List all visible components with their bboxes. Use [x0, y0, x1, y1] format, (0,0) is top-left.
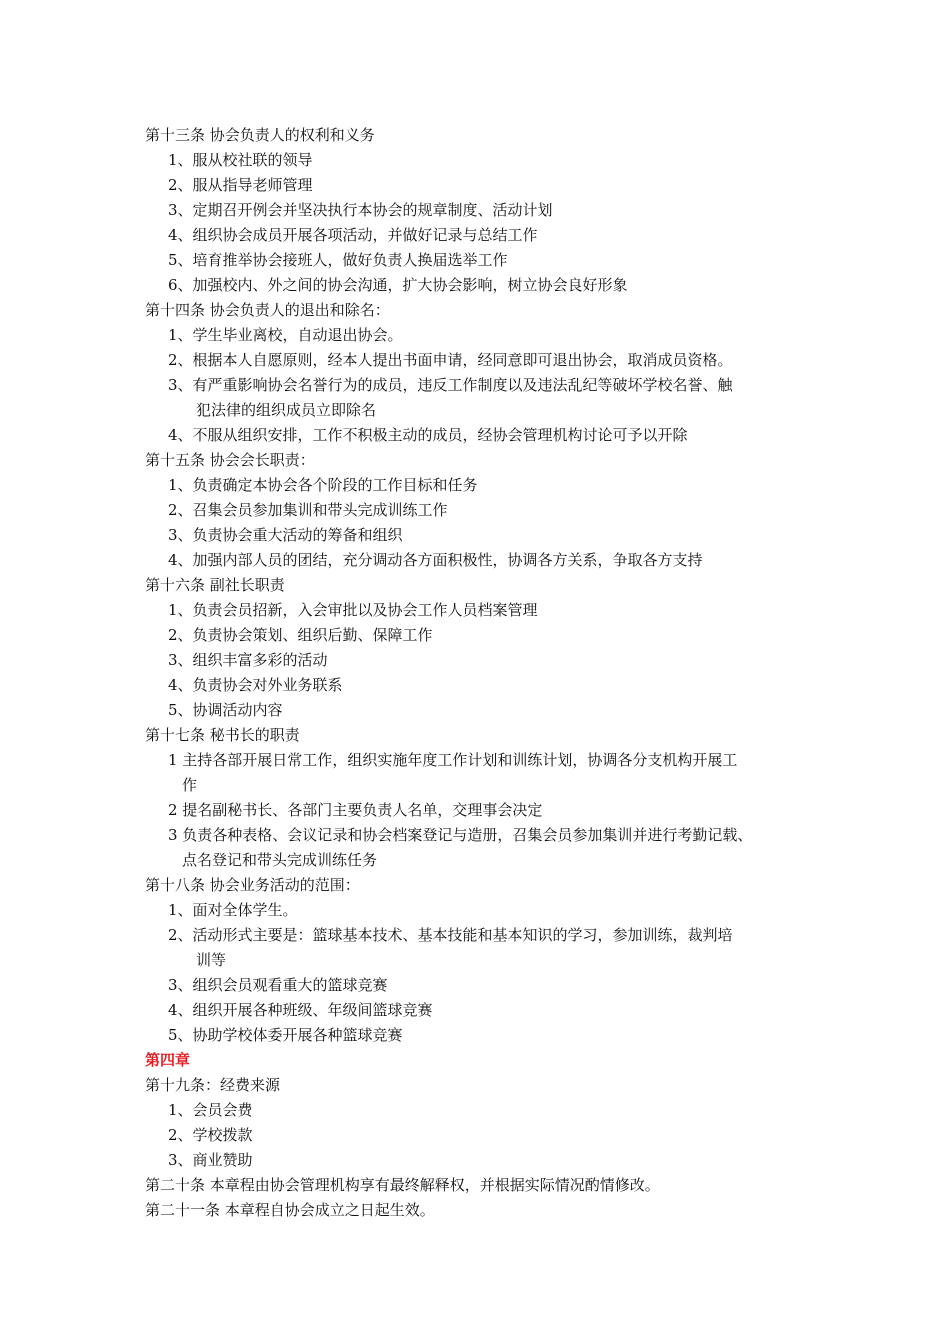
list-item-text: 3、组织会员观看重大的篮球竞赛: [168, 976, 388, 994]
list-item-text: 3 负责各种表格、会议记录和协会档案登记与造册，召集会员参加集训并进行考勤记载、: [168, 826, 753, 844]
article-heading: 第十三条 协会负责人的权利和义务: [145, 126, 375, 144]
list-item-continuation: 训等: [196, 951, 227, 969]
list-item-continuation: 犯法律的组织成员立即除名: [196, 401, 377, 419]
list-item: [145, 148, 825, 173]
list-item: [145, 1023, 825, 1048]
list-item-text: 6、加强校内、外之间的协会沟通，扩大协会影响，树立协会良好形象: [168, 276, 628, 294]
list-item-text: 5、协助学校体委开展各种篮球竞赛: [168, 1026, 403, 1044]
list-item: [145, 798, 825, 823]
chapter-heading: 第四章: [145, 1051, 191, 1069]
list-item: [145, 473, 825, 498]
list-item-text: 1、学生毕业离校，自动退出协会。: [168, 326, 403, 344]
list-item-text: 2 提名副秘书长、各部门主要负责人名单，交理事会决定: [168, 801, 543, 819]
list-item: [145, 998, 825, 1023]
list-item-text: 2、学校拨款: [168, 1126, 253, 1144]
list-item: [145, 373, 825, 423]
list-item: [145, 548, 825, 573]
list-item: [145, 173, 825, 198]
list-item-text: 4、不服从组织安排，工作不积极主动的成员，经协会管理机构讨论可予以开除: [168, 426, 688, 444]
list-item-text: 3、组织丰富多彩的活动: [168, 651, 328, 669]
list-item: [145, 598, 825, 623]
list-item: [145, 823, 825, 873]
document-body: [145, 123, 825, 1223]
list-item-text: 5、培育推举协会接班人，做好负责人换届选举工作: [168, 251, 508, 269]
list-item: [145, 748, 825, 798]
list-item-text: 4、组织开展各种班级、年级间篮球竞赛: [168, 1001, 433, 1019]
list-item-text: 1、负责确定本协会各个阶段的工作目标和任务: [168, 476, 478, 494]
article-heading: 第二十一条 本章程自协会成立之日起生效。: [145, 1201, 435, 1219]
list-item: [145, 498, 825, 523]
list-item: [145, 673, 825, 698]
list-item: [145, 423, 825, 448]
list-item-text: 3、负责协会重大活动的筹备和组织: [168, 526, 403, 544]
list-item-continuation: 点名登记和带头完成训练任务: [182, 851, 378, 869]
list-item-text: 3、商业赞助: [168, 1151, 253, 1169]
list-item: [145, 623, 825, 648]
list-item-continuation: 作: [182, 776, 198, 794]
list-item: [145, 923, 825, 973]
list-item-text: 1、负责会员招新，入会审批以及协会工作人员档案管理: [168, 601, 538, 619]
list-item: [145, 348, 825, 373]
list-item: [145, 973, 825, 998]
list-item: [145, 323, 825, 348]
list-item-text: 1 主持各部开展日常工作，组织实施年度工作计划和训练计划，协调各分支机构开展工: [168, 751, 738, 769]
list-item-text: 3、定期召开例会并坚决执行本协会的规章制度、活动计划: [168, 201, 553, 219]
list-item-text: 2、负责协会策划、组织后勤、保障工作: [168, 626, 433, 644]
article-heading: 第十八条 协会业务活动的范围：: [145, 876, 360, 894]
list-item-text: 2、活动形式主要是：篮球基本技术、基本技能和基本知识的学习，参加训练，裁判培: [168, 926, 733, 944]
list-item: [145, 1148, 825, 1173]
list-item-text: 4、加强内部人员的团结，充分调动各方面积极性，协调各方关系，争取各方支持: [168, 551, 703, 569]
list-item-text: 2、召集会员参加集训和带头完成训练工作: [168, 501, 448, 519]
list-item-text: 2、根据本人自愿原则，经本人提出书面申请，经同意即可退出协会，取消成员资格。: [168, 351, 733, 369]
article-heading: 第十五条 协会会长职责：: [145, 451, 315, 469]
article-heading: 第二十条 本章程由协会管理机构享有最终解释权，并根据实际情况酌情修改。: [145, 1176, 660, 1194]
list-item: [145, 648, 825, 673]
list-item: [145, 273, 825, 298]
list-item: [145, 898, 825, 923]
list-item: [145, 198, 825, 223]
list-item: [145, 1123, 825, 1148]
article-heading: 第十六条 副社长职责: [145, 576, 285, 594]
list-item-text: 1、会员会费: [168, 1101, 253, 1119]
list-item: [145, 523, 825, 548]
article-heading: 第十七条 秘书长的职责: [145, 726, 300, 744]
list-item-text: 3、有严重影响协会名誉行为的成员，违反工作制度以及违法乱纪等破坏学校名誉、触: [168, 376, 733, 394]
list-item-text: 1、服从校社联的领导: [168, 151, 313, 169]
list-item: [145, 1098, 825, 1123]
article-heading: 第十四条 协会负责人的退出和除名：: [145, 301, 390, 319]
list-item-text: 1、面对全体学生。: [168, 901, 298, 919]
article-heading: 第十九条：经费来源: [145, 1076, 281, 1094]
list-item: [145, 698, 825, 723]
list-item: [145, 223, 825, 248]
list-item-text: 4、组织协会成员开展各项活动，并做好记录与总结工作: [168, 226, 538, 244]
list-item-text: 5、协调活动内容: [168, 701, 283, 719]
list-item-text: 2、服从指导老师管理: [168, 176, 313, 194]
list-item: [145, 248, 825, 273]
list-item-text: 4、负责协会对外业务联系: [168, 676, 343, 694]
